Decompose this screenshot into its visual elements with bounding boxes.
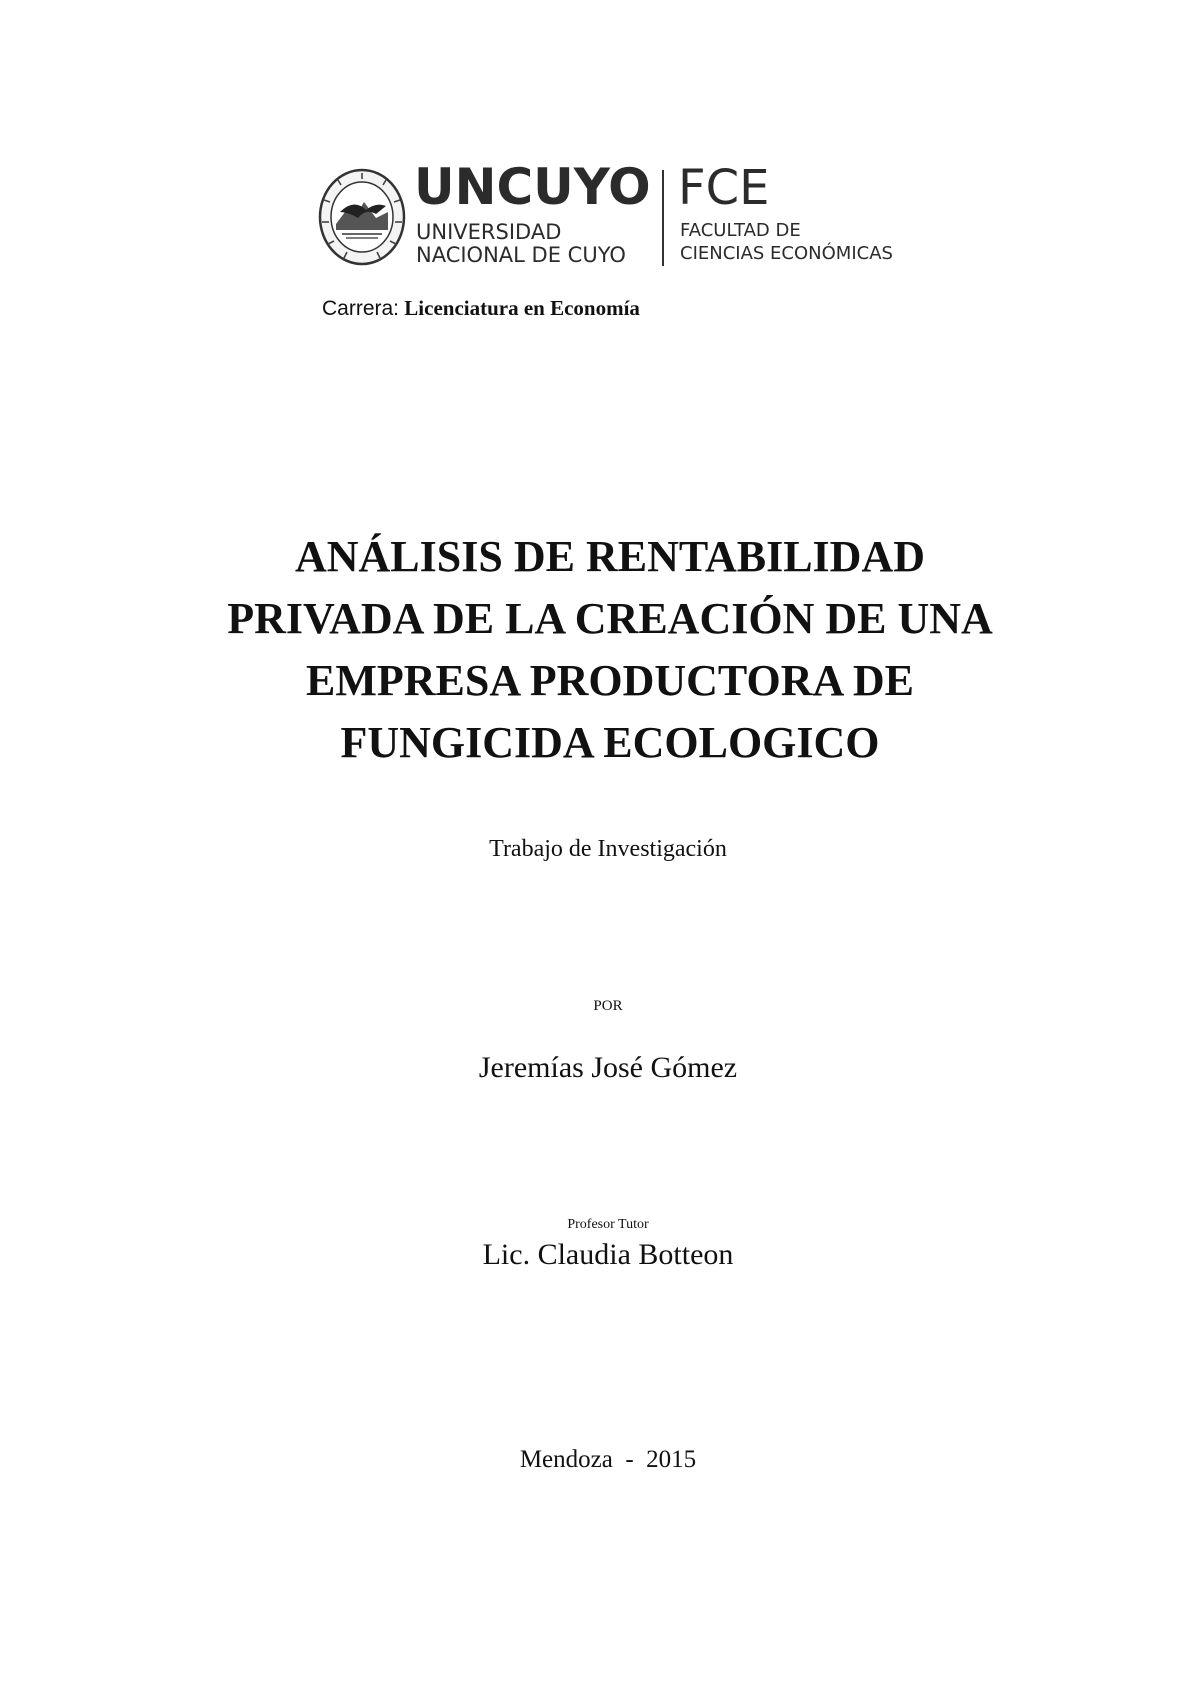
author-name: Jeremías José Gómez (478, 1051, 738, 1084)
document-type: Trabajo de Investigación (489, 836, 727, 862)
thesis-title-line: PRIVADA DE LA CREACIÓN DE UNA (227, 594, 993, 643)
uncuyo-wordmark: UNCUYO (414, 158, 651, 216)
degree-program-value: Licenciatura en Economía (404, 296, 640, 320)
tutor-name: Lic. Claudia Botteon (482, 1238, 734, 1271)
fce-wordmark: FCE (678, 160, 770, 216)
thesis-title-line: ANÁLISIS DE RENTABILIDAD (294, 532, 925, 581)
thesis-title-line: EMPRESA PRODUCTORA DE (306, 656, 914, 705)
thesis-title-line: FUNGICIDA ECOLOGICO (340, 718, 880, 767)
by-label: POR (593, 998, 623, 1014)
degree-program (322, 296, 640, 321)
thesis-title (150, 526, 1070, 774)
institution-logos (318, 158, 958, 278)
place-and-year: Mendoza - 2015 (519, 1446, 697, 1473)
tutor-label: Profesor Tutor (567, 1217, 649, 1232)
university-seal-icon (318, 168, 406, 266)
degree-program-label: Carrera: (322, 297, 400, 320)
uncuyo-name-line-2: NACIONAL DE CUYO (416, 243, 626, 267)
fce-name-line-2: CIENCIAS ECONÓMICAS (680, 243, 893, 264)
fce-name-line-1: FACULTAD DE (680, 220, 801, 241)
logo-divider (662, 170, 664, 266)
uncuyo-name-line-1: UNIVERSIDAD (416, 220, 562, 244)
